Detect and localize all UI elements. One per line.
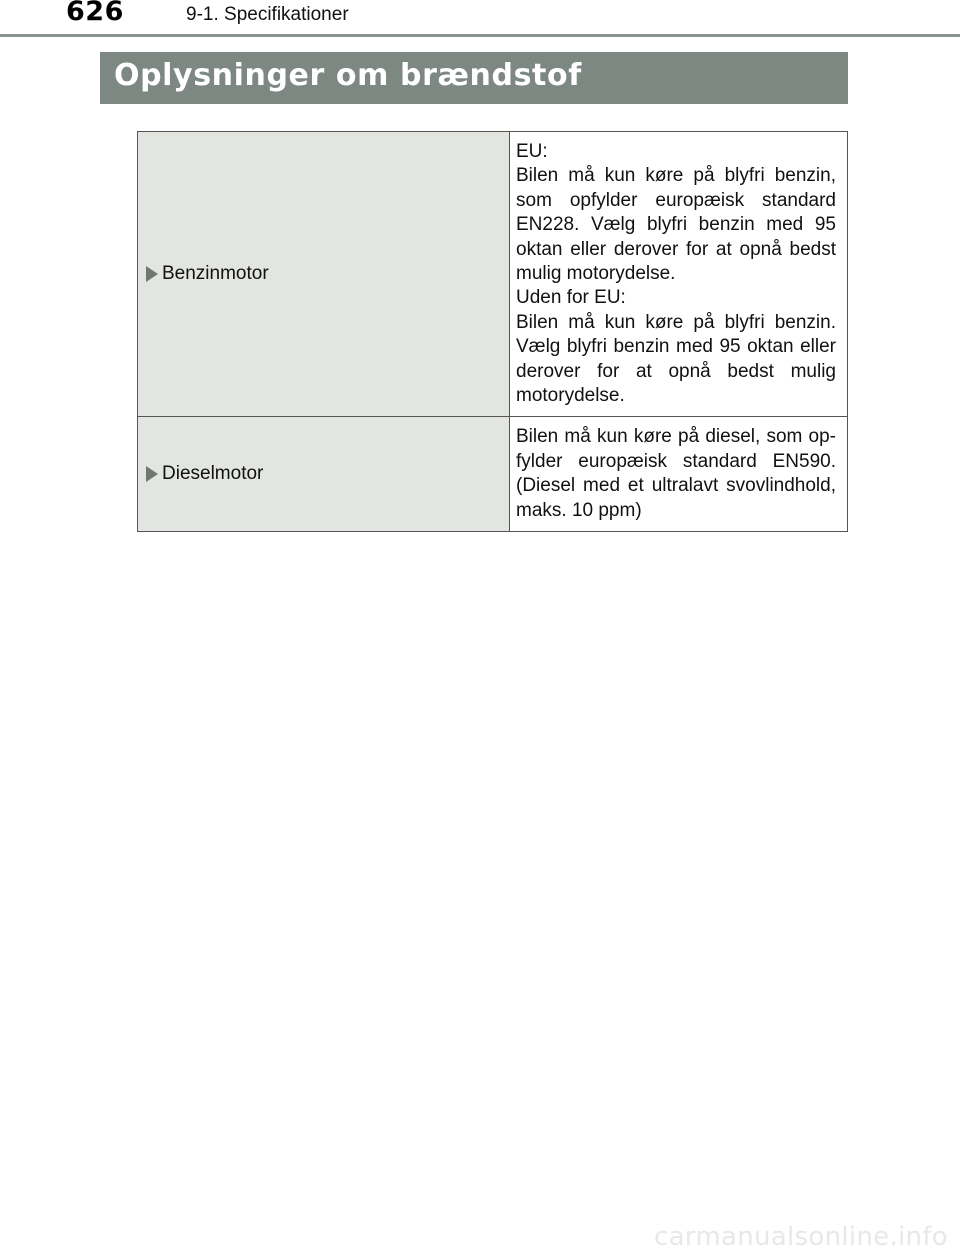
- table-cell-description: [510, 132, 848, 417]
- desc-line: EU:: [516, 141, 548, 162]
- fuel-info-table: [137, 131, 848, 532]
- running-header: 9-1. Specifikationer: [186, 4, 349, 25]
- desc-line: Bilen må kun køre på blyfri benzin. Vælg blyfri benzin med 95 oktan eller derover for at opnå bedst mulig motorydelse.: [516, 311, 836, 407]
- page-number: 626: [66, 0, 124, 27]
- table-cell-label: [138, 417, 510, 532]
- header-rule: [0, 34, 960, 37]
- row-label-petrol: Benzinmotor: [162, 263, 269, 285]
- section-title-bar: [100, 52, 848, 104]
- row-label-diesel: Dieselmotor: [162, 463, 264, 485]
- triangle-right-icon: [146, 466, 158, 482]
- table-row: [138, 417, 848, 532]
- section-title: Oplysninger om brændstof: [114, 58, 582, 93]
- desc-line: Uden for EU:: [516, 287, 626, 309]
- table-row: [138, 132, 848, 417]
- triangle-right-icon: [146, 266, 158, 282]
- desc-line: Bilen må kun køre på blyfri benzin, som opfylder europæisk standard EN228. Vælg blyfri benzin med 95 oktan eller derover for at opnå bedst mulig motorydelse.: [516, 165, 836, 285]
- table-cell-label: [138, 132, 510, 417]
- watermark: carmanualsonline.info: [653, 1222, 948, 1252]
- table-cell-description: [510, 417, 848, 532]
- desc-line: Bilen må kun køre på diesel, som op-fylder europæisk standard EN590. (Diesel med et ultralavt svovlindhold, maks. 10 ppm): [516, 426, 836, 521]
